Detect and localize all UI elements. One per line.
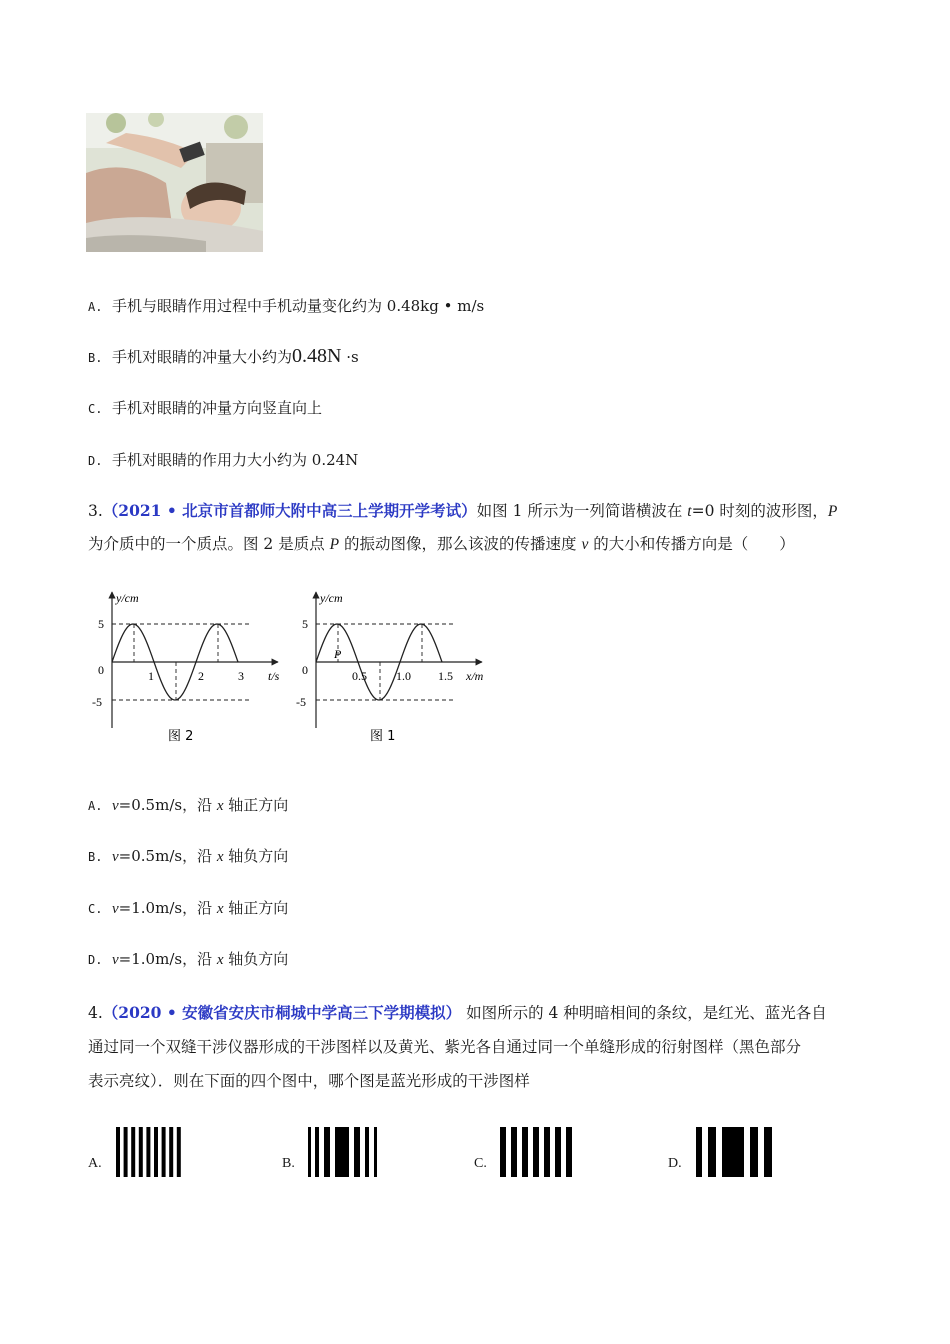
option-text: 轴正方向 xyxy=(223,899,289,917)
choice-b-stripes[interactable] xyxy=(308,1127,378,1181)
q2-option-b[interactable] xyxy=(88,346,359,368)
figure-1-wave-graph xyxy=(296,591,484,744)
choice-a-stripes[interactable] xyxy=(116,1127,182,1181)
x-tick: 3 xyxy=(238,669,244,683)
x-tick: 2 xyxy=(198,669,204,683)
option-text: =1.0m/s，沿 xyxy=(118,899,217,917)
var-x: x xyxy=(216,849,224,865)
choice-c-stripes[interactable] xyxy=(500,1127,572,1181)
q3-option-a[interactable] xyxy=(88,795,288,816)
question-source: （2020 • 安徽省安庆市桐城中学高三下学期模拟） xyxy=(102,1003,462,1022)
choice-b-label[interactable]: B. xyxy=(282,1156,295,1171)
var-x: x xyxy=(216,798,224,814)
question-source: （2021 • 北京市首都师大附中高三上学期开学考试） xyxy=(102,501,477,520)
figure-2-vibration-graph xyxy=(92,591,280,744)
x-tick: 1.5 xyxy=(438,669,453,683)
choice-a-label[interactable]: A. xyxy=(88,1156,102,1171)
option-label: C. xyxy=(88,902,103,916)
var-v: v xyxy=(112,901,119,917)
var-v: v xyxy=(112,798,119,814)
question-number: 3. xyxy=(88,502,103,520)
choice-d-label[interactable]: D. xyxy=(668,1156,682,1171)
option-text: 手机对眼睛的冲量方向竖直向上 xyxy=(112,399,323,417)
var-x: x xyxy=(216,952,224,968)
stem-text: =0 时刻的波形图， xyxy=(691,502,828,520)
stem-text: 为介质中的一个质点。图 2 是质点 xyxy=(88,535,330,553)
option-label: D. xyxy=(88,953,103,967)
q3-option-c[interactable] xyxy=(88,898,288,919)
option-label: C. xyxy=(88,402,103,416)
y-axis-label: y/cm xyxy=(320,591,343,605)
var-v: v xyxy=(112,849,119,865)
wave-graphs xyxy=(90,588,510,748)
option-text: 手机对眼睛的作用力大小约为 0.24N xyxy=(112,451,359,469)
stem-text: 如图所示的 4 种明暗相间的条纹，是红光、蓝光各自 xyxy=(461,1004,827,1022)
q3-figures xyxy=(90,588,510,748)
option-value: 0.48N xyxy=(292,345,342,367)
option-text: =0.5m/s，沿 xyxy=(118,847,217,865)
option-label: D. xyxy=(88,454,103,468)
option-text: 手机与眼睛作用过程中手机动量变化约为 0.48kg • m/s xyxy=(112,297,485,315)
option-text: 轴负方向 xyxy=(223,950,289,968)
figure-caption: 图 2 xyxy=(168,729,194,744)
q4-stem xyxy=(88,996,868,1098)
option-text: 轴负方向 xyxy=(223,847,289,865)
point-p-label: P xyxy=(334,647,342,661)
y-tick: 0 xyxy=(98,663,104,677)
option-text: 手机对眼睛的冲量大小约为 xyxy=(112,348,293,366)
x-tick: 1 xyxy=(148,669,154,683)
option-label: A. xyxy=(88,799,103,813)
var-x: x xyxy=(216,901,224,917)
figure-caption: 图 1 xyxy=(370,729,396,744)
var-v: v xyxy=(112,952,119,968)
var-v: v xyxy=(581,536,589,553)
option-text: 轴正方向 xyxy=(223,796,289,814)
option-label: B. xyxy=(88,850,103,864)
y-tick: 5 xyxy=(302,617,308,631)
x-axis-label: x/m xyxy=(466,669,484,683)
option-label: B. xyxy=(88,351,103,365)
q2-option-d[interactable] xyxy=(88,450,358,471)
y-tick: 5 xyxy=(98,617,104,631)
stem-text: 如图 1 所示为一列简谐横波在 xyxy=(476,502,688,520)
q3-option-d[interactable] xyxy=(88,949,288,970)
stem-text: 通过同一个双缝干涉仪器形成的干涉图样以及黄光、紫光各自通过同一个单缝形成的衍射图样（黑色部分 xyxy=(88,1038,802,1056)
x-tick: 1.0 xyxy=(396,669,411,683)
option-label: A. xyxy=(88,300,103,314)
y-tick: 0 xyxy=(302,663,308,677)
choice-d-stripes[interactable] xyxy=(696,1127,776,1181)
q2-option-c[interactable] xyxy=(88,398,322,419)
var-p: P xyxy=(827,503,838,520)
stem-text: 表示亮纹）．则在下面的四个图中，哪个图是蓝光形成的干涉图样 xyxy=(88,1072,530,1090)
stem-text: 的振动图像，那么该波的传播速度 xyxy=(339,535,582,553)
y-tick: -5 xyxy=(296,695,306,709)
option-text: =1.0m/s，沿 xyxy=(118,950,217,968)
var-p: P xyxy=(329,536,340,553)
x-tick: 0.5 xyxy=(352,669,367,683)
question-number: 4. xyxy=(88,1004,103,1022)
option-unit: ·s xyxy=(341,348,359,366)
choice-c-label[interactable]: C. xyxy=(474,1156,487,1171)
x-axis-label: t/s xyxy=(268,669,280,683)
stem-text: 的大小和传播方向是（ ） xyxy=(588,535,795,553)
person-using-phone-photo xyxy=(86,113,263,252)
var-t: t xyxy=(687,503,692,520)
q3-option-b[interactable] xyxy=(88,846,288,867)
q2-option-a[interactable] xyxy=(88,296,484,317)
y-tick: -5 xyxy=(92,695,102,709)
y-axis-label: y/cm xyxy=(116,591,139,605)
q3-stem xyxy=(88,494,868,561)
option-text: =0.5m/s，沿 xyxy=(118,796,217,814)
